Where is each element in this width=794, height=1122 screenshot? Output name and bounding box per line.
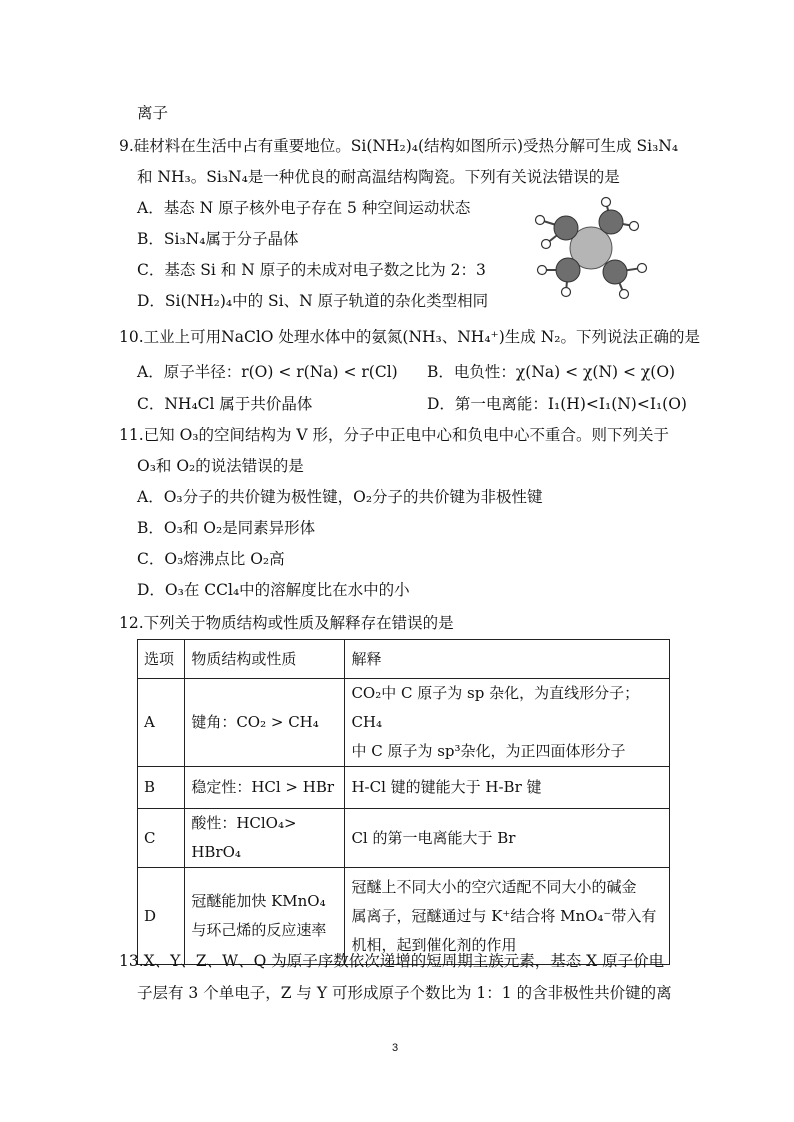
row-c-property: 酸性：HClO₄> HBrO₄ [185,809,345,868]
row-a-explanation-line2: 中 C 原子为 sp³杂化，为正四面体形分子 [351,742,626,760]
row-c-option: C [138,809,185,868]
q9-option-b: B．Si₃N₄属于分子晶体 [137,230,299,248]
row-b-option: B [138,767,185,809]
q11-option-b: B．O₃和 O₂是同素异形体 [137,519,316,537]
row-b-property: 稳定性：HCl > HBr [185,767,345,809]
q9-stem-line1: 9.硅材料在生活中占有重要地位。Si(NH₂)₄(结构如图所示)受热分解可生成 Si₃N₄ [119,137,679,155]
table-row [138,679,670,767]
q11-option-a: A．O₃分子的共价键为极性键，O₂分子的共价键为非极性键 [137,488,543,506]
row-d-explanation-line2: 属离子，冠醚通过与 K⁺结合将 MnO₄⁻带入有 [351,906,657,925]
q13-stem-line2: 子层有 3 个单电子，Z 与 Y 可形成原子个数比为 1：1 的含非极性共价键的离 [137,984,672,1002]
row-d-explanation [345,868,670,965]
q11-stem-line2: O₃和 O₂的说法错误的是 [137,457,304,475]
table-row [138,809,670,868]
row-a-explanation-line1: CO₂中 C 原子为 sp 杂化，为直线形分子；CH₄ [351,684,640,731]
row-d-property-line2: 与环己烯的反应速率 [191,921,327,939]
q10-option-c: C．NH₄Cl 属于共价晶体 [137,395,313,413]
table-row [138,767,670,809]
q9-option-d: D．Si(NH₂)₄中的 Si、N 原子轨道的杂化类型相同 [137,292,489,310]
q11-option-c: C．O₃熔沸点比 O₂高 [137,550,285,568]
row-d-option: D [138,868,185,965]
table-row [138,868,670,965]
header-property: 物质结构或性质 [185,640,345,679]
q12-table [137,639,670,965]
header-explanation: 解释 [345,640,670,679]
row-d-explanation-line1: 冠醚上不同大小的空穴适配不同大小的碱金 [351,877,637,896]
q11-stem-line1: 11.已知 O₃的空间结构为 V 形，分子中正电中心和负电中心不重合。则下列关于 [119,426,670,444]
row-d-property [185,868,345,965]
q8-continuation: 离子 [137,104,169,122]
q12-stem: 12.下列关于物质结构或性质及解释存在错误的是 [119,614,454,632]
q10-option-d: D．第一电离能：I₁(H)<I₁(N)<I₁(O) [427,395,687,413]
row-d-explanation-line3: 机相，起到催化剂的作用 [351,935,517,954]
q9-option-a: A．基态 N 原子核外电子存在 5 种空间运动状态 [137,199,471,217]
si-nh2-4-structure-figure [520,196,668,302]
q13-stem-line1: 13.X、Y、Z、W、Q 为原子序数依次递增的短周期主族元素，基态 X 原子价电 [119,952,665,970]
row-b-explanation: H-Cl 键的键能大于 H-Br 键 [345,767,670,809]
q10-stem: 10.工业上可用NaClO 处理水体中的氨氮(NH₃、NH₄⁺)生成 N₂。下列说法正确的是 [119,328,700,346]
q9-option-c: C．基态 Si 和 N 原子的未成对电子数之比为 2：3 [137,261,486,279]
q10-option-a: A．原子半径：r(O) < r(Na) < r(Cl) [137,363,398,381]
table-header-row [138,640,670,679]
row-d-property-line1: 冠醚能加快 KMnO₄ [191,892,326,910]
row-c-explanation: Cl 的第一电离能大于 Br [345,809,670,868]
row-a-property: 键角：CO₂ > CH₄ [185,679,345,767]
page-number: 3 [392,1042,399,1054]
q10-option-b: B．电负性：χ(Na) < χ(N) < χ(O) [427,363,676,381]
q9-stem-line2: 和 NH₃。Si₃N₄是一种优良的耐高温结构陶瓷。下列有关说法错误的是 [137,168,620,186]
row-a-explanation [345,679,670,767]
row-a-option: A [138,679,185,767]
q11-option-d: D．O₃在 CCl₄中的溶解度比在水中的小 [137,581,410,599]
header-option: 选项 [138,640,185,679]
